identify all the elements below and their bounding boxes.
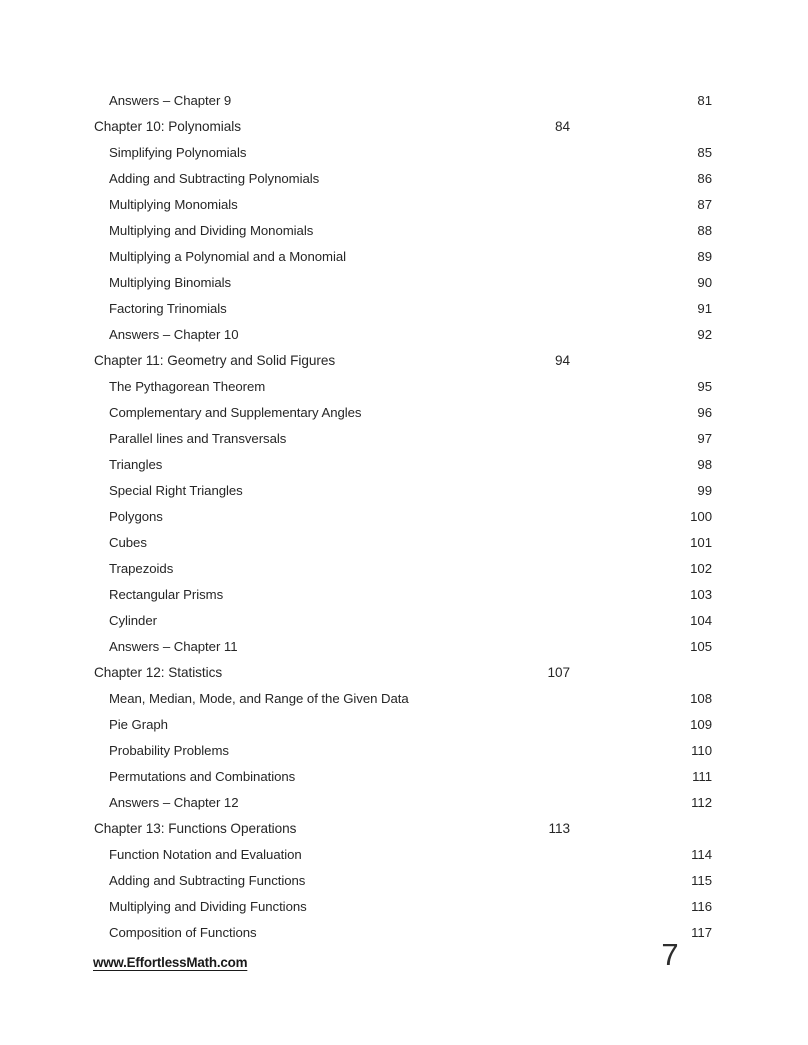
toc-leader-dots — [242, 117, 554, 131]
toc-chapter-row[interactable] — [0, 114, 808, 140]
toc-entry-row[interactable] — [0, 452, 808, 478]
toc-entry-page-number: 101 — [690, 535, 712, 550]
toc-entry-title: Polygons — [109, 509, 163, 524]
toc-entry-title: Answers – Chapter 12 — [109, 795, 239, 810]
toc-leader-dots — [158, 612, 689, 625]
toc-entry-page-number: 110 — [691, 743, 712, 758]
toc-entry-page-number: 103 — [690, 587, 712, 602]
toc-entry-row[interactable] — [0, 322, 808, 348]
toc-entry-page-number: 87 — [697, 197, 712, 212]
toc-entry-title: Multiplying Binomials — [109, 275, 232, 290]
toc-entry-page-number: 115 — [691, 873, 712, 888]
toc-entry-page-number: 99 — [697, 483, 712, 498]
toc-entry-page-number: 102 — [690, 561, 712, 576]
toc-chapter-row[interactable] — [0, 348, 808, 374]
toc-entry-page-number: 114 — [691, 847, 712, 862]
toc-entry-row[interactable] — [0, 270, 808, 296]
toc-leader-dots — [306, 872, 689, 885]
toc-entry-title: Multiplying a Polynomial and a Monomial — [109, 249, 347, 264]
toc-leader-dots — [228, 300, 696, 313]
toc-entry-page-number: 116 — [691, 899, 712, 914]
toc-entry-row[interactable] — [0, 504, 808, 530]
toc-entry-title: Factoring Trinomials — [109, 301, 227, 316]
toc-entry-row[interactable] — [0, 556, 808, 582]
toc-leader-dots — [174, 560, 688, 573]
toc-entry-title: Adding and Subtracting Polynomials — [109, 171, 320, 186]
toc-entry-row[interactable] — [0, 842, 808, 868]
toc-entry-title: Parallel lines and Transversals — [109, 431, 287, 446]
toc-entry-row[interactable] — [0, 868, 808, 894]
toc-entry-title: Multiplying and Dividing Monomials — [109, 223, 314, 238]
toc-entry-title: Cubes — [109, 535, 147, 550]
toc-leader-dots — [239, 794, 689, 807]
toc-entry-title: Answers – Chapter 11 — [109, 639, 238, 654]
toc-entry-title: Adding and Subtracting Functions — [109, 873, 306, 888]
toc-leader-dots — [314, 222, 696, 235]
toc-leader-dots — [164, 508, 689, 521]
toc-entry-title: Rectangular Prisms — [109, 587, 224, 602]
toc-entry-page-number: 81 — [697, 93, 712, 108]
toc-entry-page-number: 108 — [690, 691, 712, 706]
toc-entry-title: Answers – Chapter 10 — [109, 327, 239, 342]
toc-leader-dots — [347, 248, 696, 261]
toc-leader-dots — [410, 690, 689, 703]
toc-leader-dots — [258, 924, 690, 937]
toc-leader-dots — [336, 351, 553, 365]
toc-entry-row[interactable] — [0, 790, 808, 816]
toc-entry-title: Function Notation and Evaluation — [109, 847, 302, 862]
toc-entry-row[interactable] — [0, 608, 808, 634]
toc-leader-dots — [287, 430, 696, 443]
toc-leader-dots — [320, 170, 696, 183]
page-footer — [0, 937, 808, 1001]
toc-leader-dots — [308, 898, 690, 911]
toc-leader-dots — [239, 326, 695, 339]
toc-leader-dots — [163, 456, 696, 469]
toc-leader-dots — [232, 92, 696, 105]
toc-entry-title: Chapter 12: Statistics — [94, 665, 223, 680]
toc-entry-title: Multiplying and Dividing Functions — [109, 899, 307, 914]
toc-entry-page-number: 84 — [554, 119, 570, 134]
toc-entry-title: Permutations and Combinations — [109, 769, 296, 784]
toc-leader-dots — [266, 378, 696, 391]
toc-entry-page-number: 100 — [690, 509, 712, 524]
toc-leader-dots — [223, 663, 546, 677]
toc-entry-page-number: 113 — [548, 821, 570, 836]
toc-entry-title: Simplifying Polynomials — [109, 145, 247, 160]
toc-entry-row[interactable] — [0, 374, 808, 400]
toc-leader-dots — [230, 742, 690, 755]
toc-entry-page-number: 91 — [697, 301, 712, 316]
toc-entry-page-number: 109 — [690, 717, 712, 732]
toc-entry-row[interactable] — [0, 686, 808, 712]
toc-entry-page-number: 98 — [697, 457, 712, 472]
toc-entry-page-number: 92 — [697, 327, 712, 342]
toc-leader-dots — [303, 846, 690, 859]
toc-chapter-row[interactable] — [0, 816, 808, 842]
toc-entry-title: Pie Graph — [109, 717, 168, 732]
toc-entry-row[interactable] — [0, 764, 808, 790]
toc-entry-row[interactable] — [0, 712, 808, 738]
toc-entry-page-number: 88 — [697, 223, 712, 238]
toc-entry-row[interactable] — [0, 478, 808, 504]
toc-entry-title: Cylinder — [109, 613, 157, 628]
toc-entry-title: Mean, Median, Mode, and Range of the Given Data — [109, 691, 409, 706]
toc-entry-row[interactable] — [0, 218, 808, 244]
toc-entry-title: The Pythagorean Theorem — [109, 379, 266, 394]
toc-entry-row[interactable] — [0, 244, 808, 270]
toc-entry-row[interactable] — [0, 166, 808, 192]
toc-entry-row[interactable] — [0, 400, 808, 426]
toc-leader-dots — [247, 144, 696, 157]
toc-chapter-row[interactable] — [0, 660, 808, 686]
toc-entry-page-number: 117 — [691, 925, 712, 940]
toc-entry-row[interactable] — [0, 426, 808, 452]
toc-entry-title: Chapter 11: Geometry and Solid Figures — [94, 353, 336, 368]
toc-entry-title: Triangles — [109, 457, 163, 472]
toc-entry-title: Probability Problems — [109, 743, 229, 758]
toc-entry-title: Complementary and Supplementary Angles — [109, 405, 362, 420]
toc-leader-dots — [296, 768, 690, 781]
toc-entry-page-number: 107 — [547, 665, 570, 680]
toc-entry-page-number: 95 — [697, 379, 712, 394]
toc-entry-title: Special Right Triangles — [109, 483, 243, 498]
toc-leader-dots — [148, 534, 689, 547]
toc-leader-dots — [232, 274, 696, 287]
toc-entry-page-number: 104 — [690, 613, 712, 628]
toc-entry-title: Chapter 10: Polynomials — [94, 119, 241, 134]
toc-entry-row[interactable] — [0, 296, 808, 322]
toc-entry-title: Trapezoids — [109, 561, 174, 576]
toc-entry-title: Chapter 13: Functions Operations — [94, 821, 297, 836]
toc-leader-dots — [224, 586, 688, 599]
toc-leader-dots — [244, 482, 696, 495]
toc-entry-page-number: 90 — [697, 275, 712, 290]
toc-entry-page-number: 112 — [691, 795, 712, 810]
toc-leader-dots — [239, 638, 689, 651]
toc-entry-row[interactable] — [0, 530, 808, 556]
toc-entry-row[interactable] — [0, 634, 808, 660]
table-of-contents — [0, 88, 808, 946]
toc-entry-page-number: 105 — [690, 639, 712, 654]
toc-entry-page-number: 86 — [697, 171, 712, 186]
toc-entry-title: Multiplying Monomials — [109, 197, 238, 212]
toc-leader-dots — [362, 404, 695, 417]
toc-entry-row[interactable] — [0, 582, 808, 608]
toc-entry-row[interactable] — [0, 192, 808, 218]
toc-entry-page-number: 96 — [697, 405, 712, 420]
toc-entry-row[interactable] — [0, 88, 808, 114]
website-link[interactable]: www.EffortlessMath.com — [93, 955, 248, 970]
toc-entry-row[interactable] — [0, 738, 808, 764]
toc-entry-page-number: 97 — [697, 431, 712, 446]
toc-entry-page-number: 89 — [697, 249, 712, 264]
toc-entry-page-number: 94 — [554, 353, 570, 368]
toc-leader-dots — [239, 196, 696, 209]
toc-entry-title: Answers – Chapter 9 — [109, 93, 232, 108]
toc-entry-row[interactable] — [0, 140, 808, 166]
toc-entry-page-number: 85 — [697, 145, 712, 160]
page-number: 7 — [661, 937, 679, 972]
toc-entry-row[interactable] — [0, 894, 808, 920]
toc-entry-title: Composition of Functions — [109, 925, 257, 940]
toc-leader-dots — [297, 819, 547, 833]
toc-leader-dots — [169, 716, 689, 729]
toc-entry-page-number: 111 — [692, 769, 712, 784]
